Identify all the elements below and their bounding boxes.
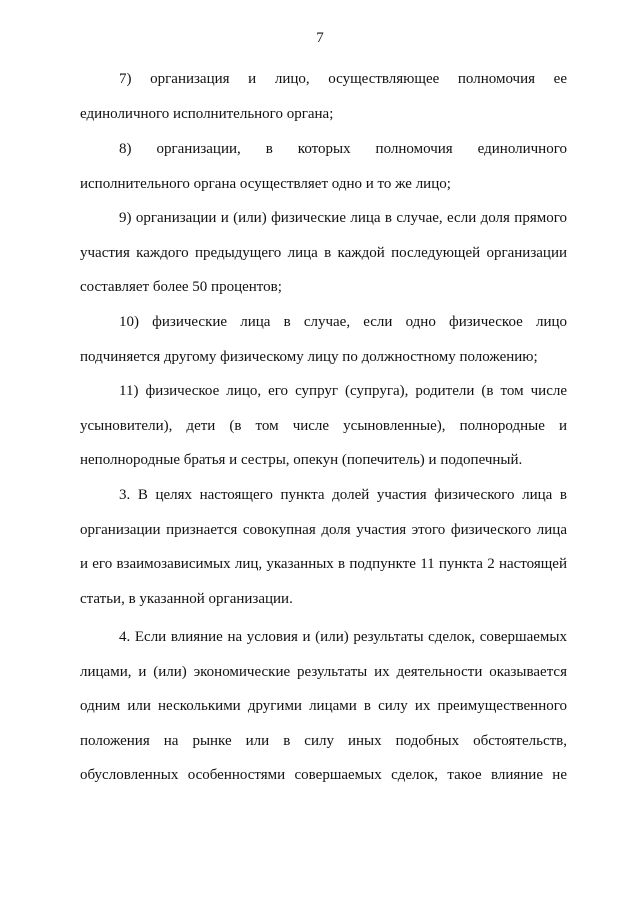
text-line: и его взаимозависимых лиц, указанных в подпункте 11 пункта 2 настоящей [80,556,567,572]
text-line: 10) физические лица в случае, если одно физическое лицо [119,314,567,330]
text-line: 7) организация и лицо, осуществляющее полномочия ее [119,71,567,87]
text-line: организации признается совокупная доля участия этого физического лица [80,521,567,538]
paragraph-item-8 [80,132,567,201]
text-line: единоличного исполнительного органа; [80,105,334,122]
text-line: 11) физическое лицо, его супруг (супруга), родители (в том числе [119,383,567,399]
text-line: положения на рынке или в силу иных подобных обстоятельств, [80,732,567,749]
text-line: исполнительного органа осуществляет одно и то же лицо; [80,175,451,192]
paragraph-item-10 [80,305,567,374]
text-line: подчиняется другому физическому лицу по должностному положению; [80,348,538,365]
text-line: усыновители), дети (в том числе усыновленные), полнородные и [80,417,567,434]
text-line: 8) организации, в которых полномочия единоличного [119,141,567,157]
page-number: 7 [316,30,324,46]
text-line: участия каждого предыдущего лица в каждой последующей организации [80,244,567,261]
text-line: 9) организации и (или) физические лица в случае, если доля прямого [119,210,567,226]
text-line: 3. В целях настоящего пункта долей участия физического лица в [119,487,567,503]
paragraph-item-9 [80,201,567,305]
paragraph-item-7 [80,62,567,131]
paragraph-item-11 [80,374,567,478]
text-line: составляет более 50 процентов; [80,279,282,295]
text-line: статьи, в указанной организации. [80,590,293,607]
text-line: обусловленных особенностями совершаемых сделок, такое влияние не [80,767,567,783]
paragraph-section-4 [80,620,567,793]
paragraph-section-3 [80,478,567,616]
text-line: одним или несколькими другими лицами в силу их преимущественного [80,698,567,714]
text-line: лицами, и (или) экономические результаты их деятельности оказывается [80,663,567,680]
text-line: 4. Если влияние на условия и (или) результаты сделок, совершаемых [119,629,567,645]
text-line: неполнородные братья и сестры, опекун (попечитель) и подопечный. [80,452,523,468]
